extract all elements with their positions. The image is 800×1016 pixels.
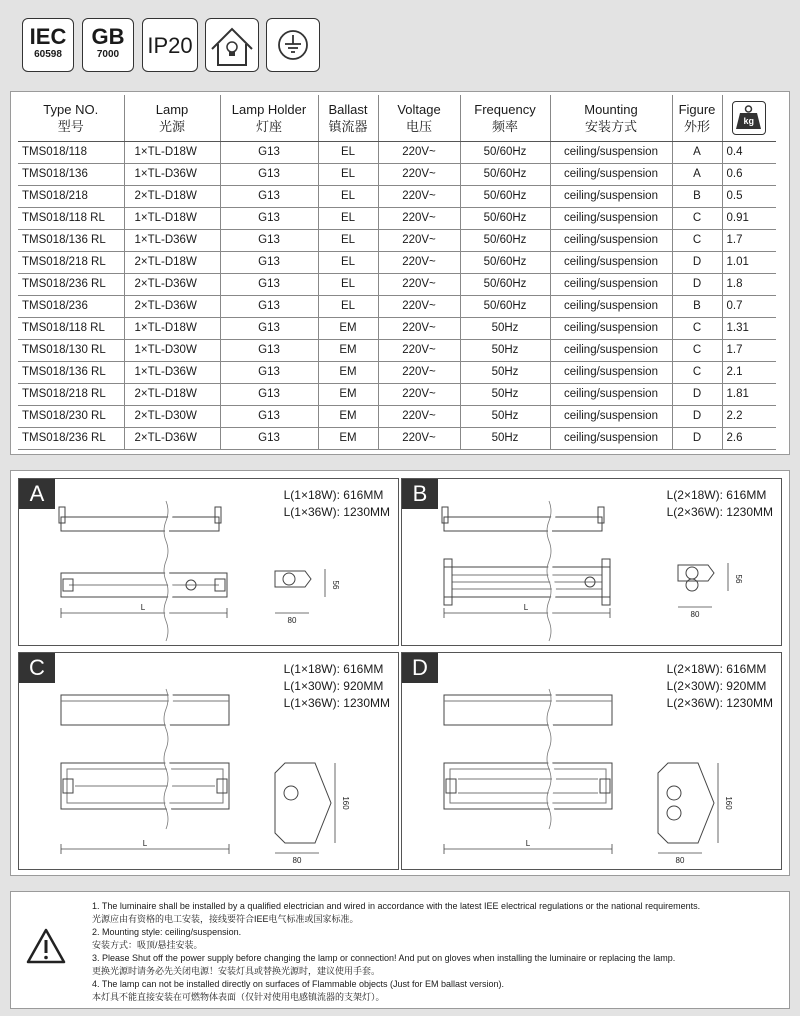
cell-weight: 0.7 (722, 295, 776, 317)
ip-badge-label: IP20 (147, 33, 193, 58)
spec-table (18, 95, 776, 450)
cell-voltage: 220V~ (378, 295, 460, 317)
figure-dimensions (667, 487, 773, 521)
cell-lamp-holder: G13 (220, 295, 318, 317)
end-clip-left (59, 507, 65, 523)
cell-lamp-holder: G13 (220, 141, 318, 163)
weight-kg-icon: kg (732, 101, 766, 135)
cell-ballast: EL (318, 295, 378, 317)
cell-lamp-holder: G13 (220, 185, 318, 207)
cell-mounting: ceiling/suspension (550, 427, 672, 449)
note-line: 1. The luminaire shall be installed by a qualified electrician and wired in accordance with the latest IEE electrical regulations or the national requirements. (92, 901, 701, 911)
ip-badge (142, 18, 198, 72)
cell-voltage: 220V~ (378, 273, 460, 295)
cell-type-no: TMS018/136 (18, 163, 124, 185)
table-row (18, 317, 776, 339)
cell-ballast: EL (318, 229, 378, 251)
figure-letter: C (19, 653, 55, 683)
cell-figure: C (672, 229, 722, 251)
cell-figure: B (672, 185, 722, 207)
notes-list (92, 900, 792, 1004)
cell-lamp: 1×TL-D36W (124, 229, 220, 251)
dimension-text: L(2×36W): 1230MM (666, 696, 773, 710)
table-row (18, 163, 776, 185)
cell-voltage: 220V~ (378, 427, 460, 449)
cell-mounting: ceiling/suspension (550, 141, 672, 163)
figure-box-c (18, 652, 399, 870)
cell-weight: 1.8 (722, 273, 776, 295)
cell-lamp-holder: G13 (220, 361, 318, 383)
cell-type-no: TMS018/218 RL (18, 251, 124, 273)
cell-type-no: TMS018/236 RL (18, 273, 124, 295)
dimension-text: L(2×30W): 920MM (666, 679, 767, 693)
gb-badge-label: GB (91, 24, 125, 49)
cell-ballast: EL (318, 163, 378, 185)
cell-voltage: 220V~ (378, 185, 460, 207)
end-view-profile (275, 571, 311, 587)
note-line: 更换光源时请务必先关闭电源！安装灯具或替换光源时，建议使用手套。 (92, 966, 381, 976)
ground-svg (267, 19, 319, 71)
figure-box-a (18, 478, 399, 646)
cell-lamp: 2×TL-D36W (124, 273, 220, 295)
cell-ballast: EM (318, 339, 378, 361)
cell-type-no: TMS018/218 RL (18, 383, 124, 405)
figure-letter: B (402, 479, 438, 509)
header-mounting: Mounting 安装方式 (550, 95, 672, 141)
cell-mounting: ceiling/suspension (550, 383, 672, 405)
cell-lamp-holder: G13 (220, 207, 318, 229)
header-lamp-holder: Lamp Holder 灯座 (220, 95, 318, 141)
dimension-label-w: 80 (690, 610, 700, 619)
cell-frequency: 50/60Hz (460, 229, 550, 251)
header-ballast: Ballast 镇流器 (318, 95, 378, 141)
iec-badge-number: 60598 (34, 49, 62, 60)
cell-figure: D (672, 251, 722, 273)
note-line: 安装方式：吸顶/悬挂安装。 (92, 940, 203, 950)
cell-voltage: 220V~ (378, 405, 460, 427)
header-figure: Figure 外形 (672, 95, 722, 141)
cell-mounting: ceiling/suspension (550, 295, 672, 317)
ground-earth-icon (266, 18, 320, 72)
figure-dimensions (667, 661, 773, 712)
cell-type-no: TMS018/118 (18, 141, 124, 163)
dimension-label-l: L (142, 839, 148, 848)
cell-frequency: 50Hz (460, 339, 550, 361)
cell-figure: B (672, 295, 722, 317)
cell-lamp-holder: G13 (220, 339, 318, 361)
cell-type-no: TMS018/118 RL (18, 207, 124, 229)
table-header-row (18, 95, 776, 141)
cell-lamp: 1×TL-D18W (124, 207, 220, 229)
cell-ballast: EM (318, 405, 378, 427)
cell-type-no: TMS018/236 (18, 295, 124, 317)
warning-triangle-icon (26, 928, 66, 964)
dimension-label-l: L (525, 839, 531, 848)
cell-figure: D (672, 405, 722, 427)
cell-type-no: TMS018/118 RL (18, 317, 124, 339)
cell-mounting: ceiling/suspension (550, 229, 672, 251)
cell-weight: 1.7 (722, 229, 776, 251)
note-line: 光源应由有资格的电工安装，接线要符合IEE电气标准或国家标准。 (92, 914, 359, 924)
dimension-label-l: L (140, 603, 146, 612)
table-row (18, 383, 776, 405)
cell-weight: 1.7 (722, 339, 776, 361)
cell-lamp: 1×TL-D18W (124, 317, 220, 339)
cell-mounting: ceiling/suspension (550, 273, 672, 295)
cell-weight: 2.1 (722, 361, 776, 383)
break-mark (167, 689, 171, 829)
figure-box-d (401, 652, 782, 870)
cell-mounting: ceiling/suspension (550, 339, 672, 361)
cell-mounting: ceiling/suspension (550, 207, 672, 229)
gb-badge-number: 7000 (96, 49, 120, 60)
cell-type-no: TMS018/230 RL (18, 405, 124, 427)
cell-lamp: 2×TL-D36W (124, 295, 220, 317)
cell-frequency: 50Hz (460, 383, 550, 405)
dimension-label-h: 160 (724, 796, 733, 810)
cell-figure: D (672, 273, 722, 295)
dimension-label-w: 80 (675, 856, 685, 865)
cell-figure: C (672, 339, 722, 361)
cell-voltage: 220V~ (378, 339, 460, 361)
cell-weight: 0.5 (722, 185, 776, 207)
cell-weight: 0.91 (722, 207, 776, 229)
dimension-text: L(1×18W): 616MM (283, 662, 384, 676)
cell-voltage: 220V~ (378, 207, 460, 229)
cell-figure: C (672, 317, 722, 339)
cell-ballast: EM (318, 361, 378, 383)
house-svg (206, 19, 258, 71)
side-view-body (444, 517, 602, 531)
cell-lamp: 1×TL-D30W (124, 339, 220, 361)
cell-lamp: 2×TL-D36W (124, 427, 220, 449)
cell-frequency: 50/60Hz (460, 163, 550, 185)
dimension-label-w: 80 (292, 856, 302, 865)
end-clip-right (598, 507, 604, 523)
cell-ballast: EL (318, 141, 378, 163)
lampholder-left (63, 779, 73, 793)
table-row (18, 251, 776, 273)
dimension-text: L(1×36W): 1230MM (283, 696, 390, 710)
cell-type-no: TMS018/236 RL (18, 427, 124, 449)
table-row (18, 185, 776, 207)
dimension-text: L(2×18W): 616MM (666, 662, 767, 676)
cell-lamp: 2×TL-D18W (124, 185, 220, 207)
cell-lamp-holder: G13 (220, 163, 318, 185)
cell-weight: 1.01 (722, 251, 776, 273)
cell-lamp-holder: G13 (220, 317, 318, 339)
cell-lamp-holder: G13 (220, 251, 318, 273)
dimension-label-h: 56 (734, 574, 743, 584)
cell-frequency: 50/60Hz (460, 141, 550, 163)
table-row (18, 273, 776, 295)
dimension-label-h: 160 (341, 796, 350, 810)
cell-figure: D (672, 383, 722, 405)
header-voltage: Voltage 电压 (378, 95, 460, 141)
iec-badge (22, 18, 74, 72)
cell-voltage: 220V~ (378, 251, 460, 273)
cell-voltage: 220V~ (378, 229, 460, 251)
cell-mounting: ceiling/suspension (550, 405, 672, 427)
cell-frequency: 50/60Hz (460, 295, 550, 317)
cell-figure: C (672, 361, 722, 383)
figure-letter: A (19, 479, 55, 509)
cell-ballast: EL (318, 273, 378, 295)
cell-type-no: TMS018/136 RL (18, 229, 124, 251)
cell-frequency: 50Hz (460, 361, 550, 383)
figure-dimensions (284, 661, 390, 712)
gb-badge (82, 18, 134, 72)
cell-frequency: 50/60Hz (460, 251, 550, 273)
header-lamp: Lamp 光源 (124, 95, 220, 141)
header-frequency: Frequency 频率 (460, 95, 550, 141)
cell-figure: C (672, 207, 722, 229)
dimension-label-w: 80 (287, 616, 297, 625)
end-view-profile (678, 565, 714, 581)
table-row (18, 339, 776, 361)
dimension-label-h: 56 (331, 580, 340, 590)
figure-letter: D (402, 653, 438, 683)
side-view-body (444, 695, 612, 725)
table-row (18, 405, 776, 427)
cell-frequency: 50/60Hz (460, 273, 550, 295)
lampholder-left (446, 779, 456, 793)
cell-type-no: TMS018/218 (18, 185, 124, 207)
end-view-tube (283, 573, 295, 585)
lampholder-right (217, 779, 227, 793)
end-clip-right (215, 507, 221, 523)
cell-mounting: ceiling/suspension (550, 163, 672, 185)
end-view-tube (686, 567, 698, 579)
end-view-profile (658, 763, 714, 843)
cell-lamp: 1×TL-D18W (124, 141, 220, 163)
cell-weight: 1.81 (722, 383, 776, 405)
cell-mounting: ceiling/suspension (550, 317, 672, 339)
cell-weight: 0.4 (722, 141, 776, 163)
front-view-body (444, 763, 612, 809)
dimension-text: L(2×36W): 1230MM (666, 505, 773, 519)
cell-weight: 2.6 (722, 427, 776, 449)
indoor-house-icon (205, 18, 259, 72)
cell-lamp: 1×TL-D36W (124, 163, 220, 185)
reflector-inner (450, 769, 606, 803)
dimension-text: L(1×30W): 920MM (283, 679, 384, 693)
cell-lamp: 2×TL-D18W (124, 251, 220, 273)
table-row (18, 295, 776, 317)
note-line: 4. The lamp can not be installed directly on surfaces of Flammable objects (Just for EM ballast version). (92, 979, 505, 989)
cell-weight: 0.6 (722, 163, 776, 185)
cell-ballast: EL (318, 185, 378, 207)
cell-lamp-holder: G13 (220, 383, 318, 405)
cell-voltage: 220V~ (378, 163, 460, 185)
cell-figure: A (672, 141, 722, 163)
cell-figure: A (672, 163, 722, 185)
cell-frequency: 50/60Hz (460, 185, 550, 207)
cell-type-no: TMS018/136 RL (18, 361, 124, 383)
cell-lamp-holder: G13 (220, 229, 318, 251)
cell-frequency: 50Hz (460, 317, 550, 339)
cell-ballast: EM (318, 383, 378, 405)
figure-box-b (401, 478, 782, 646)
table-row (18, 229, 776, 251)
cell-figure: D (672, 427, 722, 449)
cell-voltage: 220V~ (378, 141, 460, 163)
cell-lamp-holder: G13 (220, 273, 318, 295)
cell-mounting: ceiling/suspension (550, 361, 672, 383)
end-view-tube (667, 806, 681, 820)
table-row (18, 361, 776, 383)
end-view-profile (275, 763, 331, 843)
dimension-text: L(1×36W): 1230MM (283, 505, 390, 519)
dimension-label-l: L (523, 603, 529, 612)
end-view-tube (284, 786, 298, 800)
dimension-text: L(1×18W): 616MM (283, 488, 384, 502)
cell-ballast: EL (318, 207, 378, 229)
cell-frequency: 50Hz (460, 427, 550, 449)
cell-ballast: EM (318, 317, 378, 339)
break-mark (550, 689, 554, 829)
side-view-body (61, 517, 219, 531)
side-view-body (61, 695, 229, 725)
cell-weight: 2.2 (722, 405, 776, 427)
cell-type-no: TMS018/130 RL (18, 339, 124, 361)
break-mark (550, 501, 554, 641)
dimension-text: L(2×18W): 616MM (666, 488, 767, 502)
cell-lamp: 2×TL-D30W (124, 405, 220, 427)
cell-lamp: 1×TL-D36W (124, 361, 220, 383)
figure-dimensions (284, 487, 390, 521)
lampholder-right (602, 559, 610, 605)
table-row (18, 427, 776, 449)
lampholder-right (600, 779, 610, 793)
table-row (18, 207, 776, 229)
cell-ballast: EM (318, 427, 378, 449)
cell-mounting: ceiling/suspension (550, 251, 672, 273)
cell-weight: 1.31 (722, 317, 776, 339)
break-mark (167, 501, 171, 641)
cell-lamp: 2×TL-D18W (124, 383, 220, 405)
end-view-tube (667, 786, 681, 800)
note-line: 2. Mounting style: ceiling/suspension. (92, 927, 242, 937)
cell-voltage: 220V~ (378, 361, 460, 383)
note-line: 3. Please Shut off the power supply before changing the lamp or connection! And put on gloves when installing the luminaire or replacing the lamp. (92, 953, 676, 963)
cell-frequency: 50/60Hz (460, 207, 550, 229)
lampholder-left (444, 559, 452, 605)
cell-ballast: EL (318, 251, 378, 273)
header-weight (722, 95, 776, 141)
iec-badge-label: IEC (29, 24, 67, 49)
note-line: 本灯具不能直接安装在可燃物体表面（仅针对使用电感镇流器的支架灯）。 (92, 992, 385, 1002)
table-row (18, 141, 776, 163)
cell-voltage: 220V~ (378, 383, 460, 405)
end-clip-left (442, 507, 448, 523)
cell-frequency: 50Hz (460, 405, 550, 427)
cell-lamp-holder: G13 (220, 405, 318, 427)
cell-voltage: 220V~ (378, 317, 460, 339)
cell-mounting: ceiling/suspension (550, 185, 672, 207)
cell-lamp-holder: G13 (220, 427, 318, 449)
header-type-no: Type NO. 型号 (18, 95, 124, 141)
